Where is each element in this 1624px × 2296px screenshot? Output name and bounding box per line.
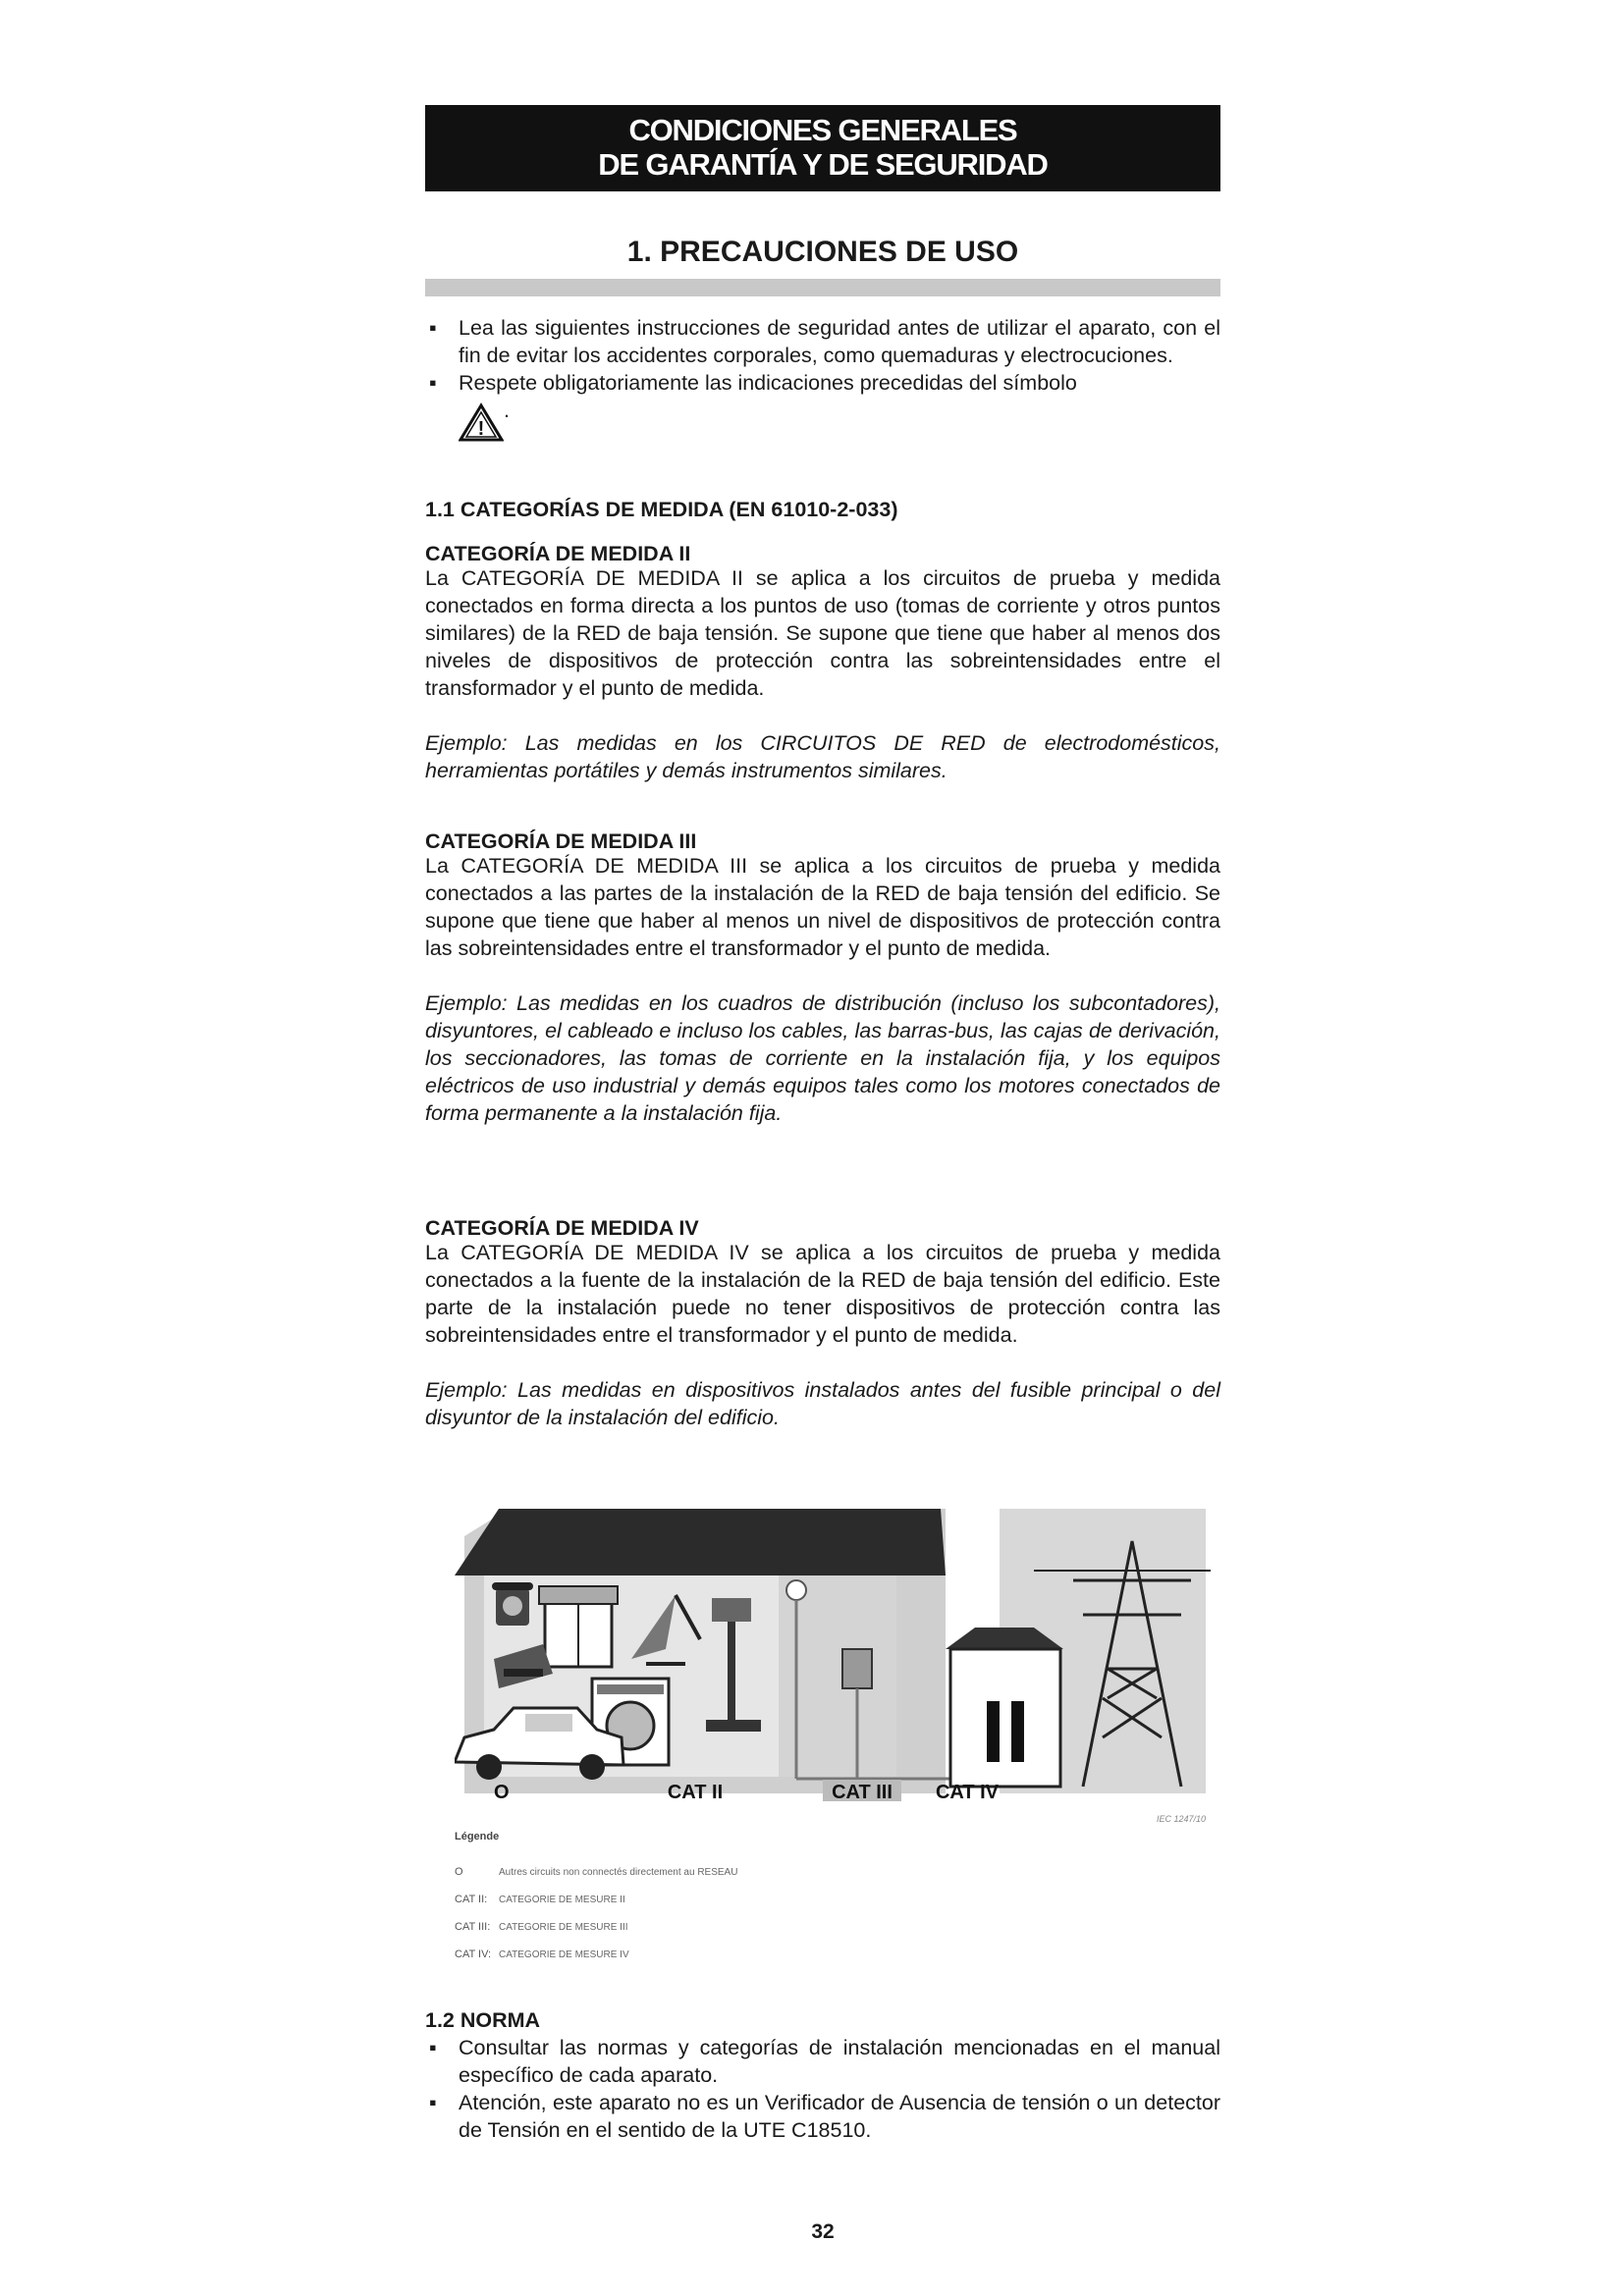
cat4-example: Ejemplo: Las medidas en dispositivos instalados antes del fusible principal o del disyuntor de la instalación del edificio. bbox=[425, 1378, 1220, 1429]
bullet-icon: ▪ bbox=[429, 316, 437, 340]
legend-desc: Autres circuits non connectés directement au RESEAU bbox=[499, 1867, 738, 1878]
section-title: 1. PRECAUCIONES DE USO bbox=[626, 236, 1019, 268]
section-divider bbox=[425, 279, 1220, 296]
header-banner bbox=[425, 105, 1220, 191]
precaution-text: Respete obligatoriamente las indicaciones precedidas del símbolo bbox=[459, 371, 1077, 395]
list-item bbox=[425, 314, 1220, 369]
norma-block bbox=[425, 2006, 1220, 2144]
header-line-1: CONDICIONES GENERALES bbox=[628, 113, 1017, 147]
cat2-title: CATEGORÍA DE MEDIDA II bbox=[425, 542, 691, 565]
telephone-icon bbox=[492, 1582, 533, 1626]
legend-code: CAT IV: bbox=[455, 1949, 492, 1960]
copier-icon bbox=[539, 1586, 618, 1667]
cat3-example: Ejemplo: Las medidas en los cuadros de distribución (incluso los subcontadores), disyuntores, el cableado e incluso los cables, las barras-bus, las cajas de derivación, los seccionadores, las tomas de corriente en la instalación fija, y los equipos eléctricos de uso industrial y demás equipos tales como los motores conectados de forma permanente a la instalación fija. bbox=[425, 991, 1220, 1125]
page-number: 32 bbox=[811, 2220, 835, 2243]
figure-svg bbox=[455, 1502, 1211, 1963]
cat2-example: Ejemplo: Las medidas en los CIRCUITOS DE RED de electrodomésticos, herramientas portátiles y demás instrumentos similares. bbox=[425, 731, 1220, 782]
label-cat4: CAT IV bbox=[935, 1782, 1000, 1803]
iec-reference: IEC 1247/10 bbox=[1156, 1814, 1206, 1824]
svg-text:!: ! bbox=[477, 418, 485, 440]
warning-triangle-icon bbox=[459, 402, 504, 449]
label-cat2: CAT II bbox=[667, 1782, 724, 1803]
list-item bbox=[425, 2089, 1220, 2144]
measurement-categories-figure bbox=[455, 1502, 1211, 1963]
list-item bbox=[425, 2034, 1220, 2089]
transformer-hut-icon bbox=[946, 1628, 1063, 1787]
label-o: O bbox=[494, 1782, 510, 1803]
legend-desc: CATEGORIE DE MESURE II bbox=[499, 1895, 625, 1905]
norma-text: Atención, este aparato no es un Verificador de Ausencia de tensión o un detector de Tensión en el sentido de la UTE C18510. bbox=[459, 2091, 1220, 2142]
legend-code: CAT II: bbox=[455, 1894, 488, 1905]
precaution-tail: . bbox=[504, 399, 510, 422]
categories-heading: 1.1 CATEGORÍAS DE MEDIDA (EN 61010-2-033) bbox=[425, 498, 898, 521]
legend-code: O bbox=[455, 1866, 463, 1878]
legend-code: CAT III: bbox=[455, 1921, 491, 1933]
cat4-title: CATEGORÍA DE MEDIDA IV bbox=[425, 1216, 699, 1240]
norma-heading: 1.2 NORMA bbox=[425, 2008, 541, 2032]
cat2-text: La CATEGORÍA DE MEDIDA II se aplica a los circuitos de prueba y medida conectados en forma directa a los puntos de uso (tomas de corriente y otros puntos similares) de la RED de baja tensión. Se supone que tiene que haber al menos dos niveles de dispositivos de protección contra las sobreintensidades entre el transformador y el punto de medida. bbox=[425, 566, 1220, 700]
label-cat3: CAT III bbox=[832, 1782, 893, 1803]
precautions-list bbox=[425, 314, 1220, 449]
cat3-text: La CATEGORÍA DE MEDIDA III se aplica a los circuitos de prueba y medida conectados a las partes de la instalación de la RED de baja tensión del edificio. Se supone que tiene que haber al menos un nivel de dispositivos de protección contra las sobreintensidades entre el transformador y el punto de medida. bbox=[425, 854, 1220, 960]
bullet-icon: ▪ bbox=[429, 2091, 437, 2114]
hut-roman-label: II bbox=[980, 1683, 1031, 1782]
norma-text: Consultar las normas y categorías de instalación mencionadas en el manual específico de cada aparato. bbox=[459, 2036, 1220, 2087]
bullet-icon: ▪ bbox=[429, 2036, 437, 2059]
header-line-2: DE GARANTÍA Y DE SEGURIDAD bbox=[598, 147, 1048, 182]
list-item bbox=[425, 369, 1220, 449]
bullet-icon: ▪ bbox=[429, 371, 437, 395]
cat4-text: La CATEGORÍA DE MEDIDA IV se aplica a los circuitos de prueba y medida conectados a la fuente de la instalación de la RED de baja tensión del edificio. Este parte de la instalación puede no tener dispositivos de protección contra las sobreintensidades entre el transformador y el punto de medida. bbox=[425, 1241, 1220, 1347]
legend-desc: CATEGORIE DE MESURE III bbox=[499, 1922, 628, 1933]
house-roof bbox=[455, 1509, 946, 1575]
cat3-block bbox=[425, 830, 1220, 1127]
norma-list bbox=[425, 2034, 1220, 2144]
legend-title: Légende bbox=[455, 1831, 500, 1842]
cat3-title: CATEGORÍA DE MEDIDA III bbox=[425, 829, 697, 853]
cat2-block bbox=[425, 543, 1220, 784]
precaution-text: Lea las siguientes instrucciones de seguridad antes de utilizar el aparato, con el fin de evitar los accidentes corporales, como quemaduras y electrocuciones. bbox=[459, 316, 1220, 367]
cat4-block bbox=[425, 1217, 1220, 1431]
legend-desc: CATEGORIE DE MESURE IV bbox=[499, 1949, 629, 1960]
